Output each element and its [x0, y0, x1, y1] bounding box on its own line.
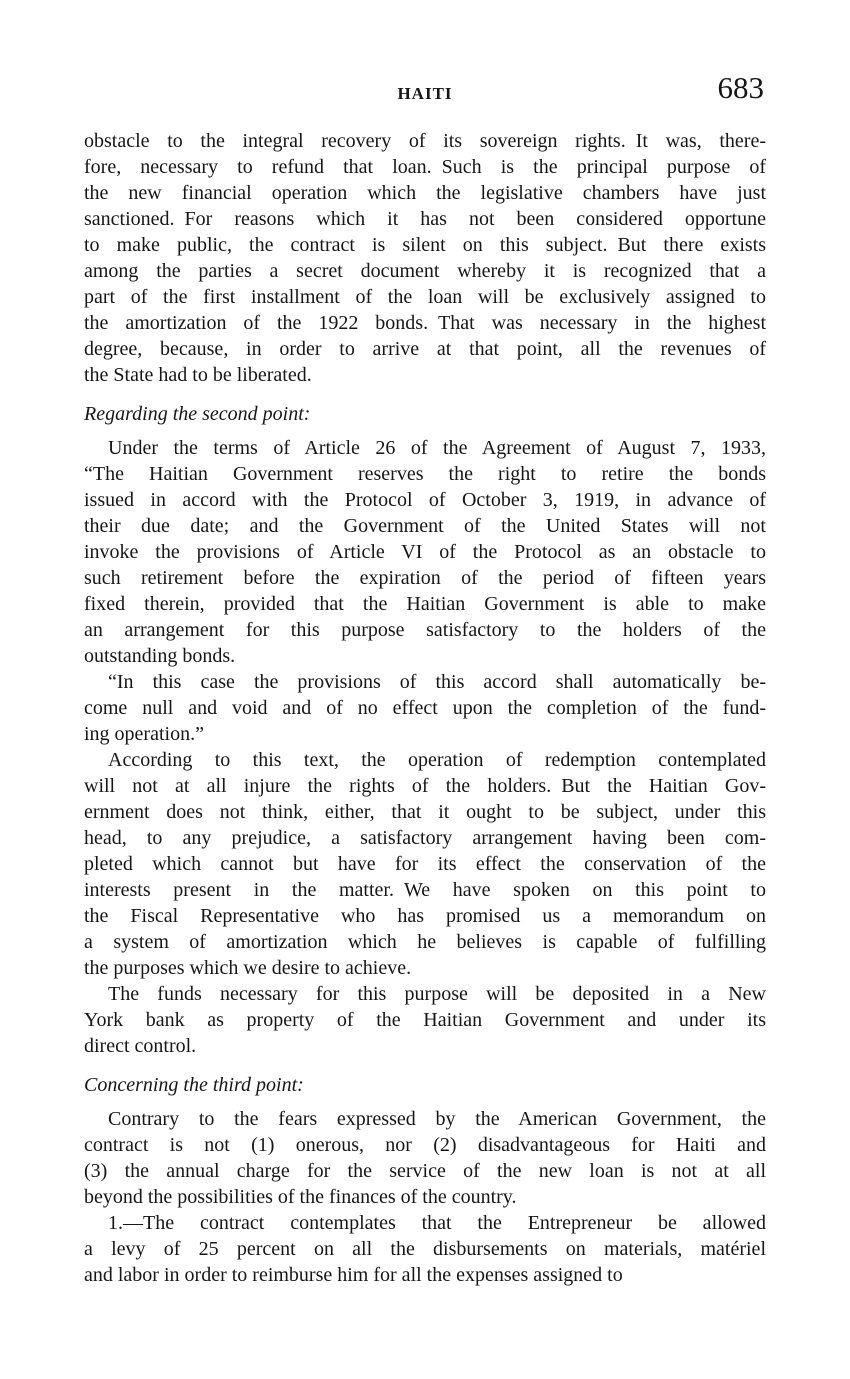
paragraph: [84, 747, 766, 981]
running-title: HAITI: [397, 84, 453, 103]
page-number: 683: [717, 70, 764, 105]
text-line: such retirement before the expiration of the period of fifteen years: [84, 567, 766, 589]
text-line: 1.—The contract contemplates that the Entrepreneur be allowed: [108, 1212, 766, 1234]
text-line: the new financial operation which the legislative chambers have just: [84, 182, 766, 204]
text-line: part of the first installment of the loan will be exclusively assigned to: [84, 286, 766, 308]
section-heading: Regarding the second point:: [84, 403, 311, 425]
page-body: [84, 128, 766, 1288]
text-line: will not at all injure the rights of the holders. But the Haitian Gov-: [84, 775, 766, 797]
paragraph: [84, 128, 766, 388]
text-line: “The Haitian Government reserves the right to retire the bonds: [84, 463, 766, 485]
text-line: ernment does not think, either, that it ought to be subject, under this: [84, 801, 766, 823]
text-line: obstacle to the integral recovery of its sovereign rights. It was, there-: [84, 130, 766, 152]
text-line: an arrangement for this purpose satisfactory to the holders of the: [84, 619, 766, 641]
text-line: pleted which cannot but have for its effect the conservation of the: [84, 853, 766, 875]
text-line: ing operation.”: [84, 723, 204, 745]
text-line: a levy of 25 percent on all the disbursements on materials, matériel: [84, 1238, 766, 1260]
text-line: (3) the annual charge for the service of the new loan is not at all: [84, 1160, 766, 1182]
paragraph: [84, 1210, 766, 1288]
section-heading: Concerning the third point:: [84, 1074, 304, 1096]
text-line: a system of amortization which he believes is capable of fulfilling: [84, 931, 766, 953]
paragraph: [84, 669, 766, 747]
text-line: among the parties a secret document whereby it is recognized that a: [84, 260, 766, 282]
page-header: [84, 70, 766, 105]
text-line: According to this text, the operation of redemption contemplated: [108, 749, 766, 771]
paragraph: [84, 981, 766, 1059]
text-line: degree, because, in order to arrive at that point, all the revenues of: [84, 338, 766, 360]
text-line: contract is not (1) onerous, nor (2) disadvantageous for Haiti and: [84, 1134, 766, 1156]
paragraph: [84, 1106, 766, 1210]
text-line: fixed therein, provided that the Haitian Government is able to make: [84, 593, 766, 615]
text-line: beyond the possibilities of the finances of the country.: [84, 1186, 517, 1208]
text-line: “In this case the provisions of this accord shall automatically be-: [108, 671, 766, 693]
text-line: the Fiscal Representative who has promised us a memorandum on: [84, 905, 766, 927]
text-line: to make public, the contract is silent on this subject. But there exists: [84, 234, 766, 256]
text-line: the amortization of the 1922 bonds. That was necessary in the highest: [84, 312, 766, 334]
text-line: Contrary to the fears expressed by the American Government, the: [108, 1108, 766, 1130]
text-line: head, to any prejudice, a satisfactory arrangement having been com-: [84, 827, 766, 849]
paragraph: [84, 435, 766, 669]
text-line: sanctioned. For reasons which it has not been considered opportune: [84, 208, 766, 230]
text-line: fore, necessary to refund that loan. Such is the principal purpose of: [84, 156, 766, 178]
text-line: issued in accord with the Protocol of October 3, 1919, in advance of: [84, 489, 766, 511]
text-line: and labor in order to reimburse him for all the expenses assigned to: [84, 1264, 623, 1286]
text-line: come null and void and of no effect upon the completion of the fund-: [84, 697, 766, 719]
text-line: The funds necessary for this purpose will be deposited in a New: [108, 983, 766, 1005]
text-line: their due date; and the Government of the United States will not: [84, 515, 766, 537]
text-line: invoke the provisions of Article VI of the Protocol as an obstacle to: [84, 541, 766, 563]
text-line: the purposes which we desire to achieve.: [84, 957, 412, 979]
text-line: Under the terms of Article 26 of the Agreement of August 7, 1933,: [108, 437, 766, 459]
text-line: interests present in the matter. We have spoken on this point to: [84, 879, 766, 901]
text-line: York bank as property of the Haitian Government and under its: [84, 1009, 766, 1031]
text-line: direct control.: [84, 1035, 197, 1057]
text-line: the State had to be liberated.: [84, 364, 312, 386]
text-line: outstanding bonds.: [84, 645, 236, 667]
